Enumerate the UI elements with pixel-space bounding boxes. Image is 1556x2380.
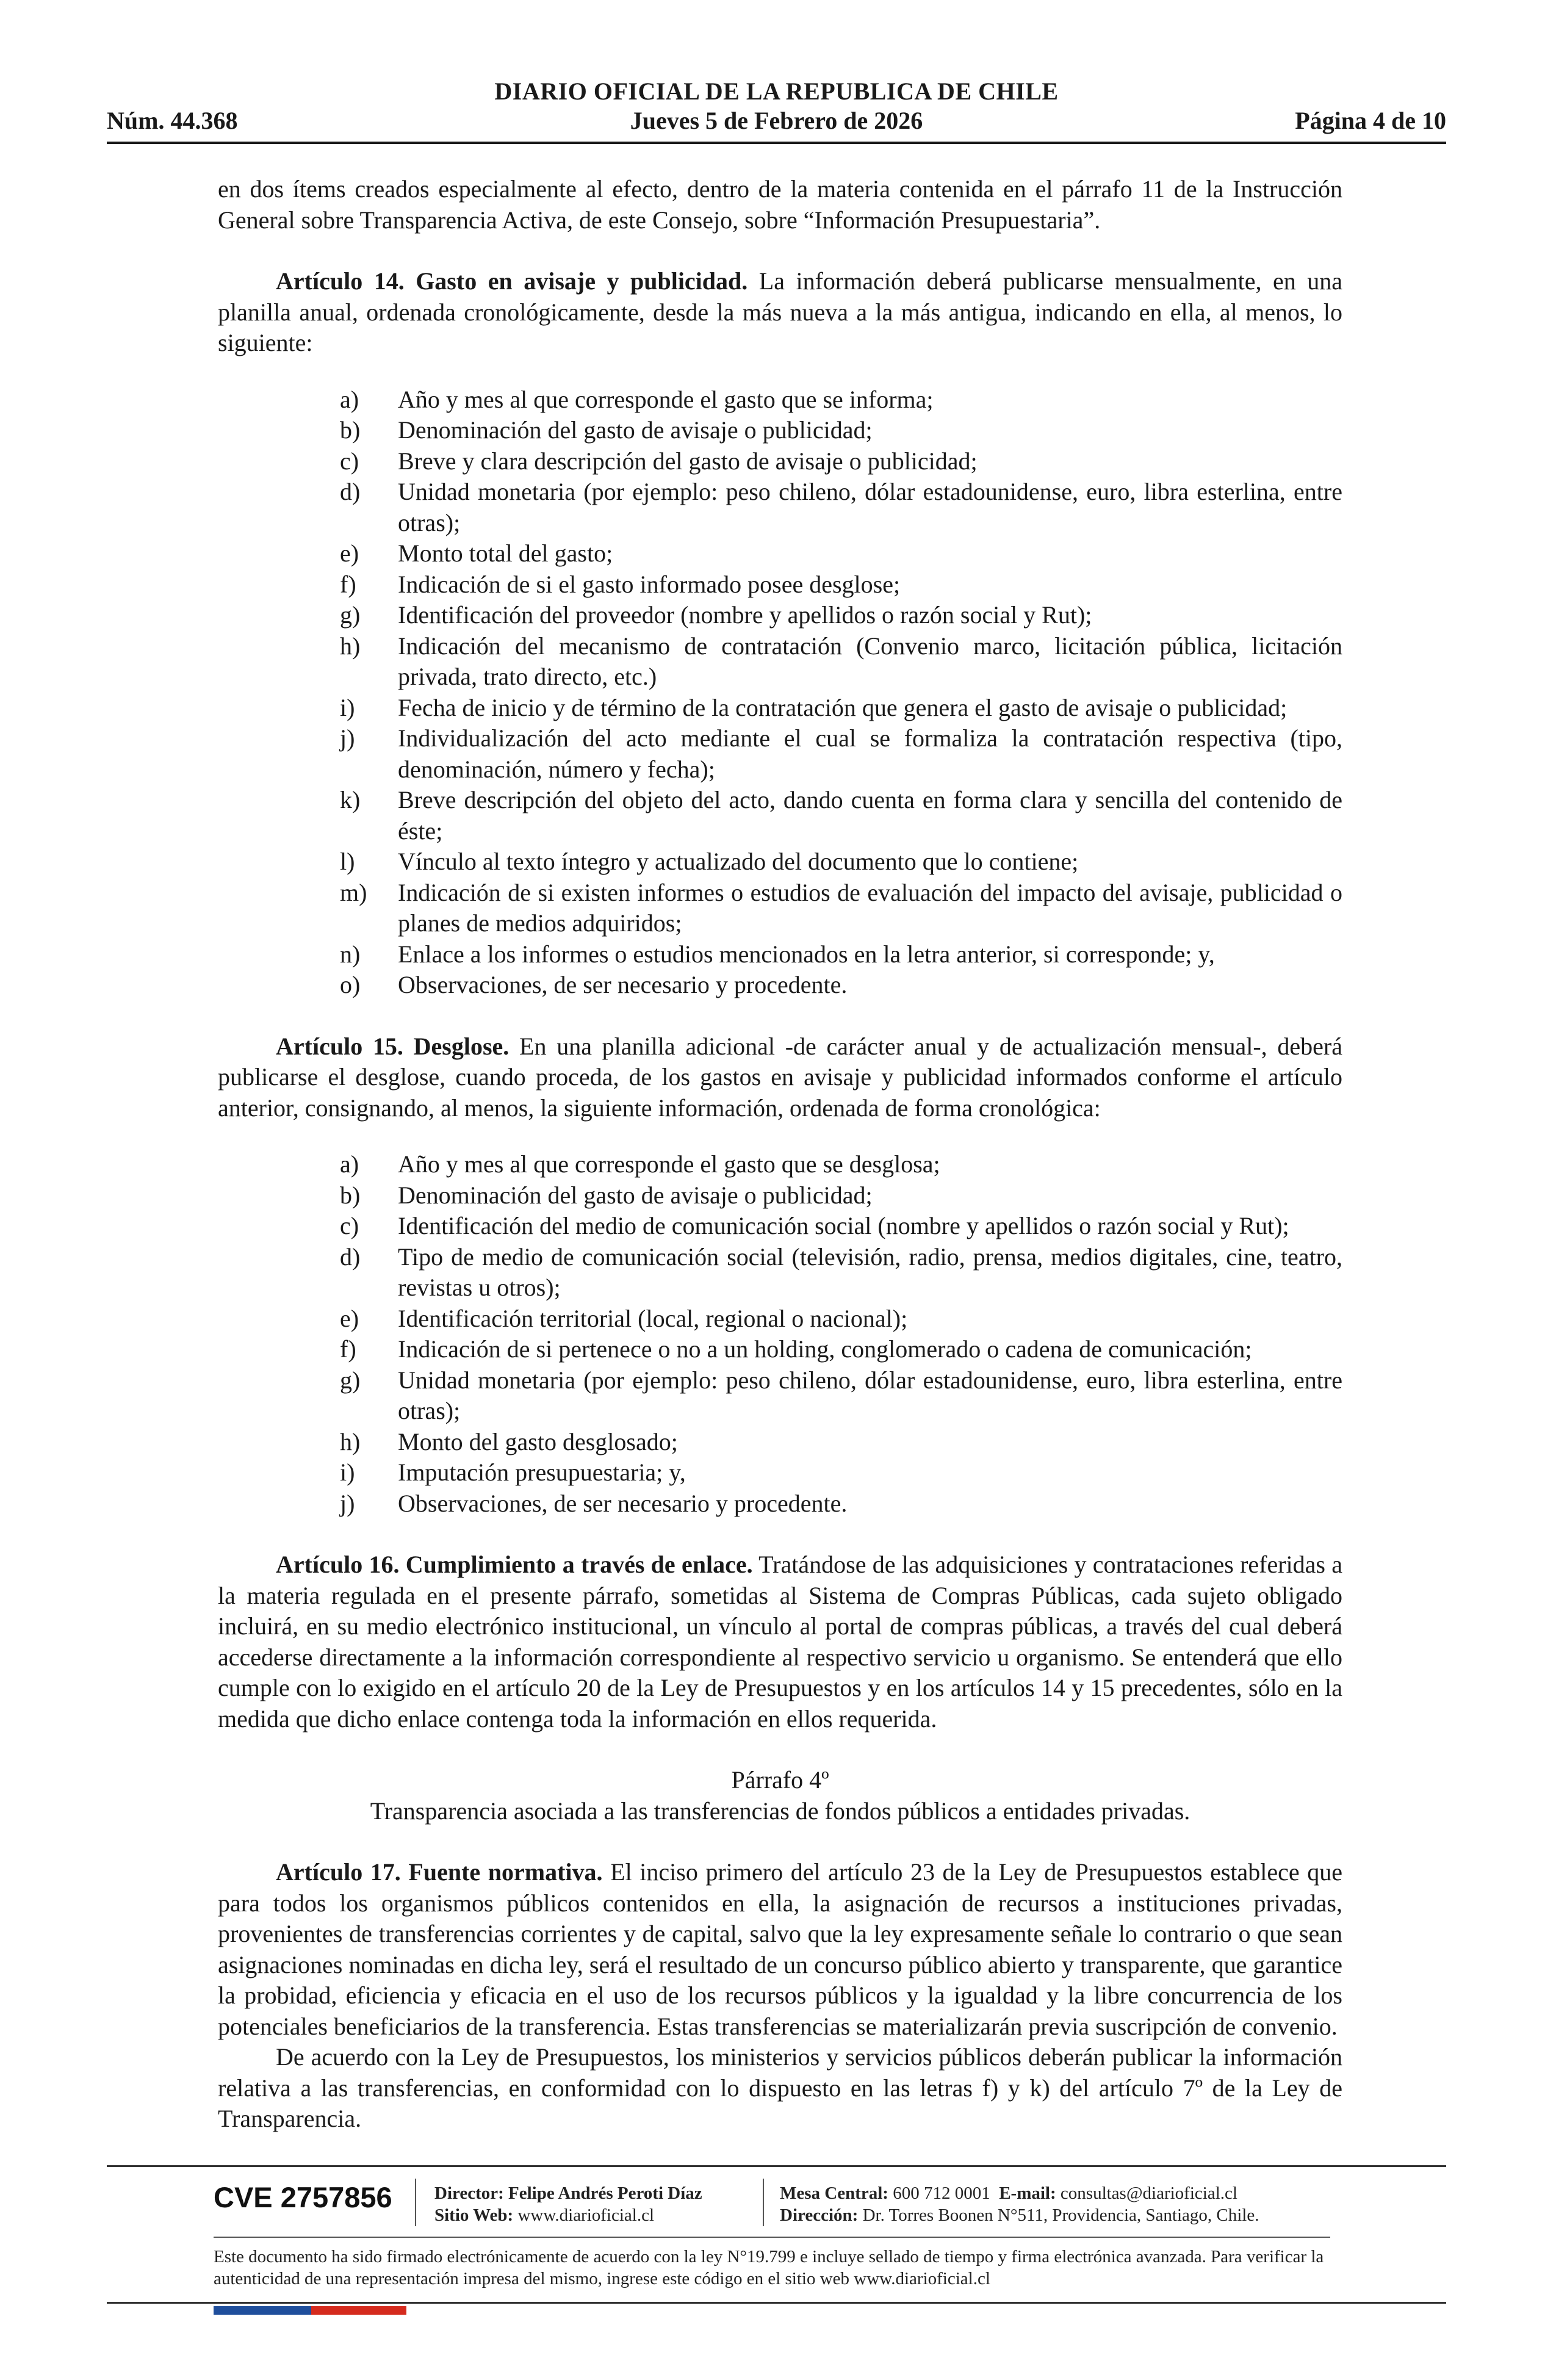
footer-divider-middle <box>214 2237 1330 2238</box>
list-item <box>340 1365 1342 1427</box>
list-item-text: Observaciones, de ser necesario y procedente. <box>398 971 848 998</box>
list-item <box>340 1149 1342 1180</box>
list-item-text: Breve y clara descripción del gasto de avisaje o publicidad; <box>398 447 978 475</box>
list-item-text: Año y mes al que corresponde el gasto que se informa; <box>398 385 934 413</box>
list-item-text: Imputación presupuestaria; y, <box>398 1459 686 1486</box>
intro-paragraph: en dos ítems creados especialmente al efecto, dentro de la materia contenida en el párrafo 11 de la Instrucción General sobre Transparencia Activa, de este Consejo, sobre “Información Presupuestaria”. <box>218 175 1342 234</box>
article-14-list <box>218 384 1342 1001</box>
list-item-letter: k) <box>340 786 361 813</box>
list-item-text: Indicación de si pertenece o no a un holding, conglomerado o cadena de comunicación; <box>398 1335 1252 1363</box>
website-label: Sitio Web: <box>434 2205 514 2225</box>
list-item-text: Observaciones, de ser necesario y procedente. <box>398 1489 848 1517</box>
footer-divider-top <box>107 2165 1446 2167</box>
list-item <box>340 631 1342 693</box>
address-text: Dr. Torres Boonen N°511, Providencia, Santiago, Chile. <box>862 2205 1259 2225</box>
newspaper-title: DIARIO OFICIAL DE LA REPUBLICA DE CHILE <box>494 78 1059 105</box>
list-item-text: Indicación del mecanismo de contratación (Convenio marco, licitación pública, licitación privada, trato directo, etc.) <box>398 632 1342 690</box>
email-label: E-mail: <box>999 2183 1056 2203</box>
footer-separator <box>415 2179 416 2226</box>
list-item-text: Individualización del acto mediante el cual se formaliza la contratación respectiva (tipo, denominación, número y fecha); <box>398 724 1342 783</box>
footer-director-block <box>434 2182 702 2226</box>
list-item-letter: j) <box>340 724 355 752</box>
cve-code: CVE 2757856 <box>214 2181 392 2213</box>
phone-number: 600 712 0001 <box>893 2183 990 2203</box>
list-item <box>340 1304 1342 1335</box>
list-item-text: Identificación del medio de comunicación social (nombre y apellidos o razón social y Rut); <box>398 1212 1289 1239</box>
article-15-list <box>218 1149 1342 1519</box>
list-item <box>340 1211 1342 1242</box>
list-item-letter: f) <box>340 1335 356 1363</box>
flag-stripe-blue <box>214 2306 311 2315</box>
list-item-text: Unidad monetaria (por ejemplo: peso chileno, dólar estadounidense, euro, libra esterlina, entre otras); <box>398 1366 1342 1424</box>
list-item <box>340 846 1342 878</box>
list-item <box>340 970 1342 1001</box>
website-link[interactable]: www.diarioficial.cl <box>517 2205 655 2225</box>
article-15-text: En una planilla adicional -de carácter anual y de actualización mensual-, deberá publicarse el desglose, cuando proceda, de los gastos en avisaje y publicidad informados conforme el artículo anterior, consignando, al menos, la siguiente información, ordenada de forma cronológica: <box>218 1032 1342 1122</box>
list-item-text: Denominación del gasto de avisaje o publicidad; <box>398 1181 873 1209</box>
list-item <box>340 1242 1342 1304</box>
list-item-letter: c) <box>340 447 359 475</box>
list-item <box>340 1457 1342 1488</box>
list-item-text: Vínculo al texto íntegro y actualizado del documento que lo contiene; <box>398 848 1079 875</box>
list-item-letter: i) <box>340 693 355 721</box>
footer-separator <box>763 2179 764 2226</box>
header-divider <box>107 142 1446 144</box>
list-item <box>340 446 1342 477</box>
issue-number: Núm. 44.368 <box>107 107 238 134</box>
footer-contact-block <box>780 2182 1259 2226</box>
list-item <box>340 569 1342 600</box>
list-item <box>340 538 1342 569</box>
list-item-letter: m) <box>340 878 367 906</box>
list-item <box>340 878 1342 939</box>
article-17-title: Artículo 17. Fuente normativa. <box>276 1858 603 1886</box>
article-17-paragraph-2: De acuerdo con la Ley de Presupuestos, los ministerios y servicios públicos deberán publicar la información relativa a las transferencias, en conformidad con lo dispuesto en las letras f) y k) del artículo 7º de la Ley de Transparencia. <box>218 2043 1342 2132</box>
list-item-letter: b) <box>340 1181 361 1209</box>
list-item <box>340 1488 1342 1520</box>
list-item-letter: g) <box>340 1366 361 1394</box>
list-item <box>340 1334 1342 1365</box>
list-item-text: Indicación de si existen informes o estudios de evaluación del impacto del avisaje, publicidad o planes de medios adquiridos; <box>398 878 1342 937</box>
article-16-text: Tratándose de las adquisiciones y contrataciones referidas a la materia regulada en el presente párrafo, sometidas al Sistema de Compras Públicas, cada sujeto obligado incluirá, en su medio electrónico institucional, un vínculo al portal de compras públicas, a través del cual deberá accederse directamente a la información correspondiente al respectivo servicio u organismo. Se entenderá que ello cumple con lo exigido en el artículo 20 de la Ley de Presupuestos y en los artículos 14 y 15 precedentes, sólo en la medida que dicho enlace contenga toda la información en ellos requerida. <box>218 1551 1343 1733</box>
list-item-letter: e) <box>340 539 359 567</box>
signature-note: Este documento ha sido firmado electrónicamente de acuerdo con la ley N°19.799 e incluye sellado de tiempo y firma electrónica avanzada. Para verificar la autenticidad de una representación impresa del mismo, ingrese este código en el sitio web www.diarioficial.cl <box>214 2247 1324 2288</box>
list-item-text: Breve descripción del objeto del acto, dando cuenta en forma clara y sencilla del contenido de éste; <box>398 786 1342 845</box>
article-14-text: La información deberá publicarse mensualmente, en una planilla anual, ordenada cronológicamente, desde la más nueva a la más antigua, indicando en ella, al menos, lo siguiente: <box>218 267 1342 356</box>
page-number: Página 4 de 10 <box>1295 107 1446 134</box>
list-item <box>340 785 1342 846</box>
list-item-letter: a) <box>340 385 359 413</box>
list-item-letter: n) <box>340 940 361 968</box>
article-15 <box>218 1031 1342 1124</box>
article-14-title: Artículo 14. Gasto en avisaje y publicidad. <box>276 267 748 295</box>
list-item <box>340 723 1342 785</box>
list-item-text: Monto del gasto desglosado; <box>398 1427 678 1455</box>
list-item-letter: a) <box>340 1150 359 1178</box>
list-item <box>340 939 1342 970</box>
list-item-text: Monto total del gasto; <box>398 539 613 567</box>
flag-stripe-red <box>311 2306 406 2315</box>
list-item-text: Tipo de medio de comunicación social (televisión, radio, prensa, medios digitales, cine, teatro, revistas u otros); <box>398 1242 1342 1301</box>
list-item-text: Indicación de si el gasto informado posee desglose; <box>398 570 901 598</box>
list-item <box>340 415 1342 446</box>
address-label: Dirección: <box>780 2205 859 2225</box>
list-item-letter: i) <box>340 1459 355 1486</box>
list-item-text: Identificación territorial (local, regional o nacional); <box>398 1304 908 1332</box>
article-17 <box>218 1857 1342 2042</box>
list-item-text: Fecha de inicio y de término de la contratación que genera el gasto de avisaje o publicidad; <box>398 693 1288 721</box>
list-item-text: Denominación del gasto de avisaje o publicidad; <box>398 416 873 444</box>
paragraph-heading: Párrafo 4º <box>731 1766 829 1794</box>
article-17-text: El inciso primero del artículo 23 de la Ley de Presupuestos establece que para todos los organismos públicos contenidos en ella, la asignación de recursos a instituciones privadas, provenientes de transferencias corrientes y de capital, salvo que la ley expresamente señale lo contrario o que sean asignaciones nominadas en dicha ley, será el resultado de un concurso público abierto y transparente, que garantice la probidad, eficiencia y eficacia en el uso de los recursos públicos y la igualdad y la libre concurrencia de los potenciales beneficiarios de la transferencia. Estas transferencias se materializarán previa suscripción de convenio. <box>218 1858 1342 2040</box>
email-link[interactable]: consultas@diarioficial.cl <box>1060 2183 1237 2203</box>
list-item-letter: d) <box>340 478 361 505</box>
list-item <box>340 384 1342 416</box>
list-item-letter: e) <box>340 1304 359 1332</box>
list-item-letter: o) <box>340 971 361 998</box>
article-16-title: Artículo 16. Cumplimiento a través de enlace. <box>276 1551 753 1578</box>
article-16 <box>218 1549 1342 1734</box>
list-item-letter: d) <box>340 1242 361 1271</box>
article-15-title: Artículo 15. Desglose. <box>276 1032 510 1060</box>
list-item-text: Enlace a los informes o estudios mencionados en la letra anterior, si corresponde; y, <box>398 940 1215 968</box>
list-item-text: Identificación del proveedor (nombre y apellidos o razón social y Rut); <box>398 601 1092 629</box>
list-item-letter: j) <box>340 1489 355 1517</box>
list-item <box>340 477 1342 538</box>
document-body <box>218 174 1342 2135</box>
director-name: Felipe Andrés Peroti Díaz <box>508 2183 702 2203</box>
list-item-letter: c) <box>340 1212 359 1239</box>
list-item <box>340 600 1342 631</box>
list-item <box>340 1427 1342 1458</box>
director-label: Director: <box>434 2183 504 2203</box>
list-item-letter: l) <box>340 848 355 875</box>
article-14 <box>218 266 1342 359</box>
list-item-letter: h) <box>340 1427 361 1455</box>
issue-date: Jueves 5 de Febrero de 2026 <box>630 107 923 134</box>
list-item <box>340 693 1342 724</box>
page-header <box>107 73 1446 145</box>
list-item-letter: h) <box>340 632 361 660</box>
list-item-letter: f) <box>340 570 356 598</box>
list-item-letter: b) <box>340 416 361 444</box>
footer-divider-bottom <box>107 2302 1446 2304</box>
phone-label: Mesa Central: <box>780 2183 888 2203</box>
paragraph-subheading: Transparencia asociada a las transferencias de fondos públicos a entidades privadas. <box>370 1797 1190 1825</box>
list-item-text: Año y mes al que corresponde el gasto que se desglosa; <box>398 1150 940 1178</box>
list-item <box>340 1180 1342 1211</box>
list-item-text: Unidad monetaria (por ejemplo: peso chileno, dólar estadounidense, euro, libra esterlina, entre otras); <box>398 478 1342 536</box>
list-item-letter: g) <box>340 601 361 629</box>
